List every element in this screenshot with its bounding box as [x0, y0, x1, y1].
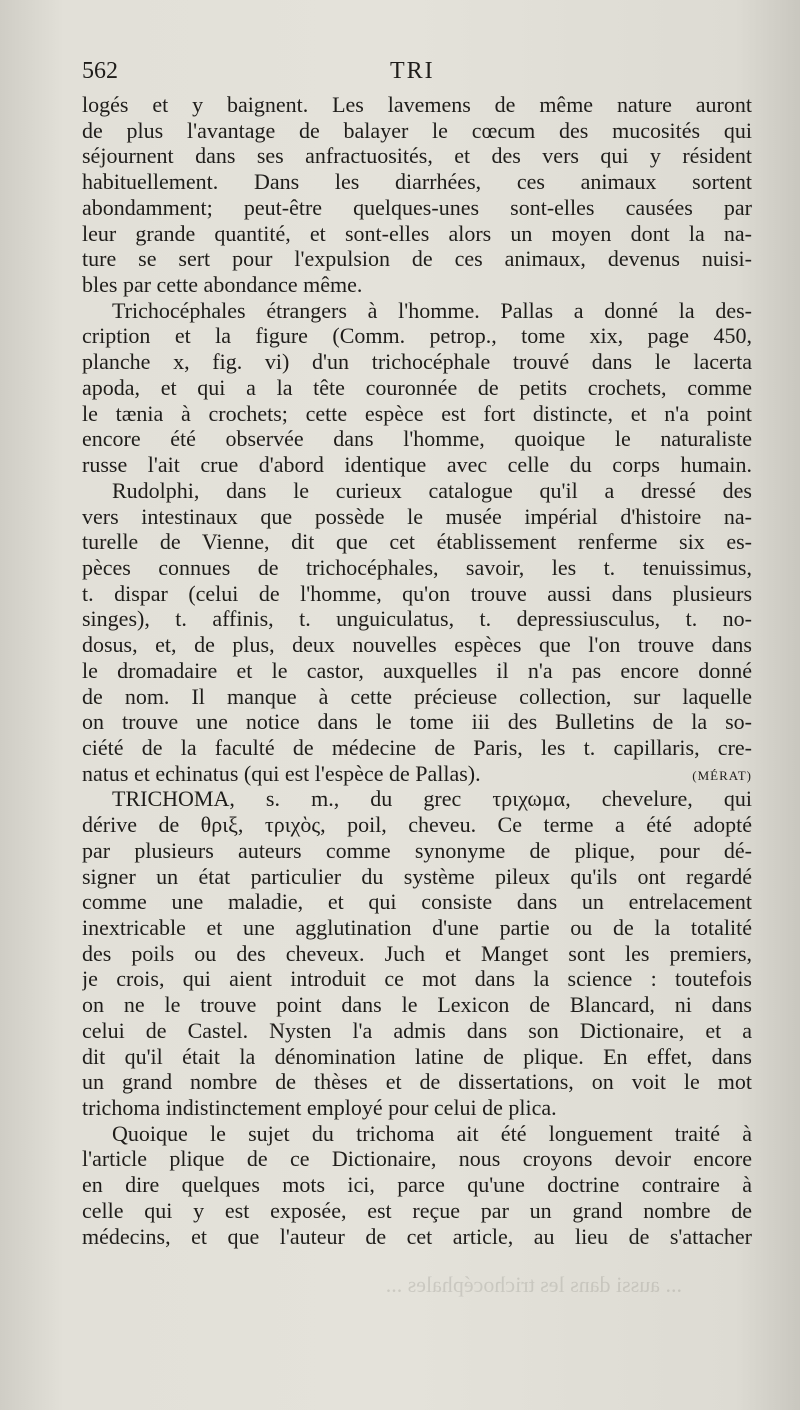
text-line: dosus, et, de plus, deux nouvelles espèces que l'on trouve dans — [82, 632, 752, 658]
text-line: dérive de θριξ, τριχὸς, poil, cheveu. Ce terme a été adopté — [82, 812, 752, 838]
text-line: séjournent dans ses anfractuosités, et des vers qui y résident — [82, 143, 752, 169]
text-line: planche x, fig. vi) d'un trichocéphale trouvé dans le lacerta — [82, 349, 752, 375]
body-text — [82, 92, 752, 1249]
text-line: on trouve une notice dans le tome iii des Bulletins de la so- — [82, 709, 752, 735]
text-line: comme une maladie, et qui consiste dans un entrelacement — [82, 889, 752, 915]
text-line: ciété de la faculté de médecine de Paris, les t. capillaris, cre- — [82, 734, 752, 760]
text-line: celle qui y est exposée, est reçue par un grand nombre de — [82, 1197, 752, 1223]
text-line: l'article plique de ce Dictionaire, nous croyons devoir encore — [82, 1146, 752, 1172]
text-line: des poils ou des cheveux. Juch et Manget sont les premiers, — [82, 940, 752, 966]
text-line: Quoique le sujet du trichoma ait été longuement traité à — [112, 1120, 752, 1146]
text-line: pèces connues de trichocéphales, savoir, les t. tenuissimus, — [82, 554, 752, 580]
text-line: signer un état particulier du système pileux qu'ils ont regardé — [82, 863, 752, 889]
page-number: 562 — [82, 58, 118, 84]
text-line: natus et echinatus (qui est l'espèce de Pallas). — [82, 760, 481, 786]
text-line: médecins, et que l'auteur de cet article, au lieu de s'attacher — [82, 1223, 752, 1249]
text-line: Trichocéphales étrangers à l'homme. Pallas a donné la des- — [112, 297, 752, 323]
text-line: par plusieurs auteurs comme synonyme de plique, pour dé- — [82, 837, 752, 863]
text-line: en dire quelques mots ici, parce qu'une doctrine contraire à — [82, 1172, 752, 1198]
text-line: abondamment; peut-être quelques-unes sont-elles causées par — [82, 194, 752, 220]
text-line: apoda, et qui a la tête couronnée de petits crochets, comme — [82, 374, 752, 400]
text-line: turelle de Vienne, dit que cet établissement renferme six es- — [82, 529, 752, 555]
text-line: inextricable et une agglutination d'une partie ou de la totalité — [82, 915, 752, 940]
text-line: je crois, qui aient introduit ce mot dans la science : toutefois — [82, 966, 752, 992]
text-line: t. dispar (celui de l'homme, qu'on trouve aussi dans plusieurs — [82, 580, 752, 606]
text-line: leur grande quantité, et sont-elles alors un moyen dont la na- — [82, 220, 752, 246]
page-header — [82, 58, 760, 86]
text-line: de plus l'avantage de balayer le cœcum des mucosités qui — [82, 117, 752, 143]
bleed-through-text: ... aussi dans les trichocéphales ... — [385, 1272, 682, 1297]
text-line: logés et y baignent. Les lavemens de même nature auront — [82, 92, 752, 117]
author-signature: (MÉRAT) — [692, 767, 752, 783]
text-line: russe l'ait crue d'abord identique avec celle du corps humain. — [82, 452, 752, 478]
text-line: Rudolphi, dans le curieux catalogue qu'il a dressé des — [112, 477, 752, 503]
text-line-with-signature — [82, 761, 752, 787]
running-head: TRI — [390, 58, 435, 84]
text-line: ture se sert pour l'expulsion de ces animaux, devenus nuisi- — [82, 246, 752, 272]
text-line: de nom. Il manque à cette précieuse collection, sur laquelle — [82, 683, 752, 709]
text-line: singes), t. affinis, t. unguiculatus, t. depressiusculus, t. no- — [82, 606, 752, 632]
text-line: le dromadaire et le castor, auxquelles il n'a pas encore donné — [82, 657, 752, 683]
text-line: vers intestinaux que possède le musée impérial d'histoire na- — [82, 503, 752, 529]
text-line: un grand nombre de thèses et de dissertations, on voit le mot — [82, 1069, 752, 1095]
text-line: celui de Castel. Nysten l'a admis dans son Dictionaire, et a — [82, 1017, 752, 1043]
text-line: le tænia à crochets; cette espèce est fort distincte, et n'a point — [82, 400, 752, 426]
text-line: bles par cette abondance même. — [82, 272, 363, 298]
text-line: habituellement. Dans les diarrhées, ces animaux sortent — [82, 169, 752, 195]
text-line: encore été observée dans l'homme, quoique le naturaliste — [82, 426, 752, 452]
text-line: cription et la figure (Comm. petrop., tome xix, page 450, — [82, 323, 752, 349]
text-line: on ne le trouve point dans le Lexicon de Blancard, ni dans — [82, 992, 752, 1018]
text-line: dit qu'il était la dénomination latine de plique. En effet, dans — [82, 1043, 752, 1069]
text-line: TRICHOMA, s. m., du grec τριχωμα, chevelure, qui — [112, 786, 752, 812]
text-line: trichoma indistinctement employé pour celui de plica. — [82, 1095, 557, 1121]
